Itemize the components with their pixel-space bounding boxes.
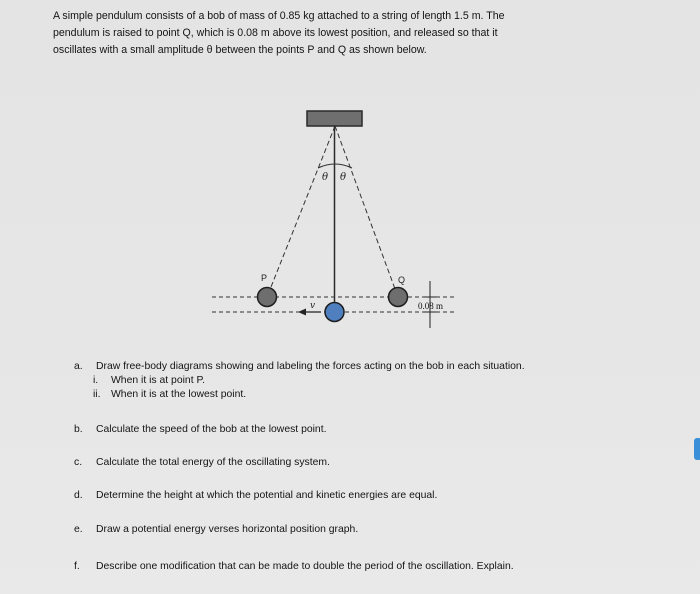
question-b-text: Calculate the speed of the bob at the lowest point.: [96, 424, 327, 435]
ceiling-support: [307, 111, 362, 126]
theta-right-label: θ: [340, 172, 347, 183]
question-f: [74, 561, 514, 572]
edge-highlight: [694, 438, 700, 460]
question-e: [74, 524, 358, 535]
question-c-text: Calculate the total energy of the oscillating system.: [96, 457, 330, 468]
point-q-label: Q: [398, 275, 406, 285]
question-c-label: c.: [74, 457, 83, 468]
pendulum-diagram: [200, 100, 490, 330]
question-e-label: e.: [74, 524, 83, 535]
question-f-label: f.: [74, 561, 80, 572]
question-a-ii: [93, 389, 246, 400]
question-b-label: b.: [74, 424, 83, 435]
question-e-text: Draw a potential energy verses horizontal position graph.: [96, 524, 359, 535]
question-a-i: [93, 375, 205, 386]
theta-left-label: θ: [322, 172, 329, 183]
bob-at-q: [389, 288, 408, 307]
velocity-arrow-head: [298, 309, 306, 316]
statement-line-3: oscillates with a small amplitude θ between the points P and Q as shown below.: [53, 44, 427, 56]
question-c: [74, 457, 330, 468]
question-a-text: Draw free-body diagrams showing and labeling the forces acting on the bob in each situation.: [96, 361, 525, 372]
question-a-label: a.: [74, 361, 83, 372]
question-b: [74, 424, 326, 435]
question-a-ii-label: ii.: [93, 389, 101, 400]
question-f-text: Describe one modification that can be made to double the period of the oscillation. Explain.: [96, 561, 514, 572]
question-a-i-label: i.: [93, 375, 99, 386]
question-a-i-text: When it is at point P.: [111, 375, 205, 386]
problem-statement: [53, 8, 613, 59]
question-d-label: d.: [74, 490, 83, 501]
question-d: [74, 490, 437, 501]
bob-at-lowest-point: [325, 303, 344, 322]
question-a-ii-text: When it is at the lowest point.: [111, 389, 247, 400]
bob-at-p: [258, 288, 277, 307]
question-a: [74, 361, 525, 372]
statement-line-2: pendulum is raised to point Q, which is 0.08 m above its lowest position, and released so that it: [53, 27, 498, 39]
point-p-label: P: [261, 273, 268, 283]
question-d-text: Determine the height at which the potential and kinetic energies are equal.: [96, 490, 438, 501]
statement-line-1: A simple pendulum consists of a bob of mass of 0.85 kg attached to a string of length 1.5 m. The: [53, 10, 505, 22]
velocity-label: v: [310, 301, 316, 311]
string-to-q: [335, 126, 398, 297]
height-label: 0.08 m: [418, 301, 444, 311]
string-to-p: [267, 126, 335, 297]
